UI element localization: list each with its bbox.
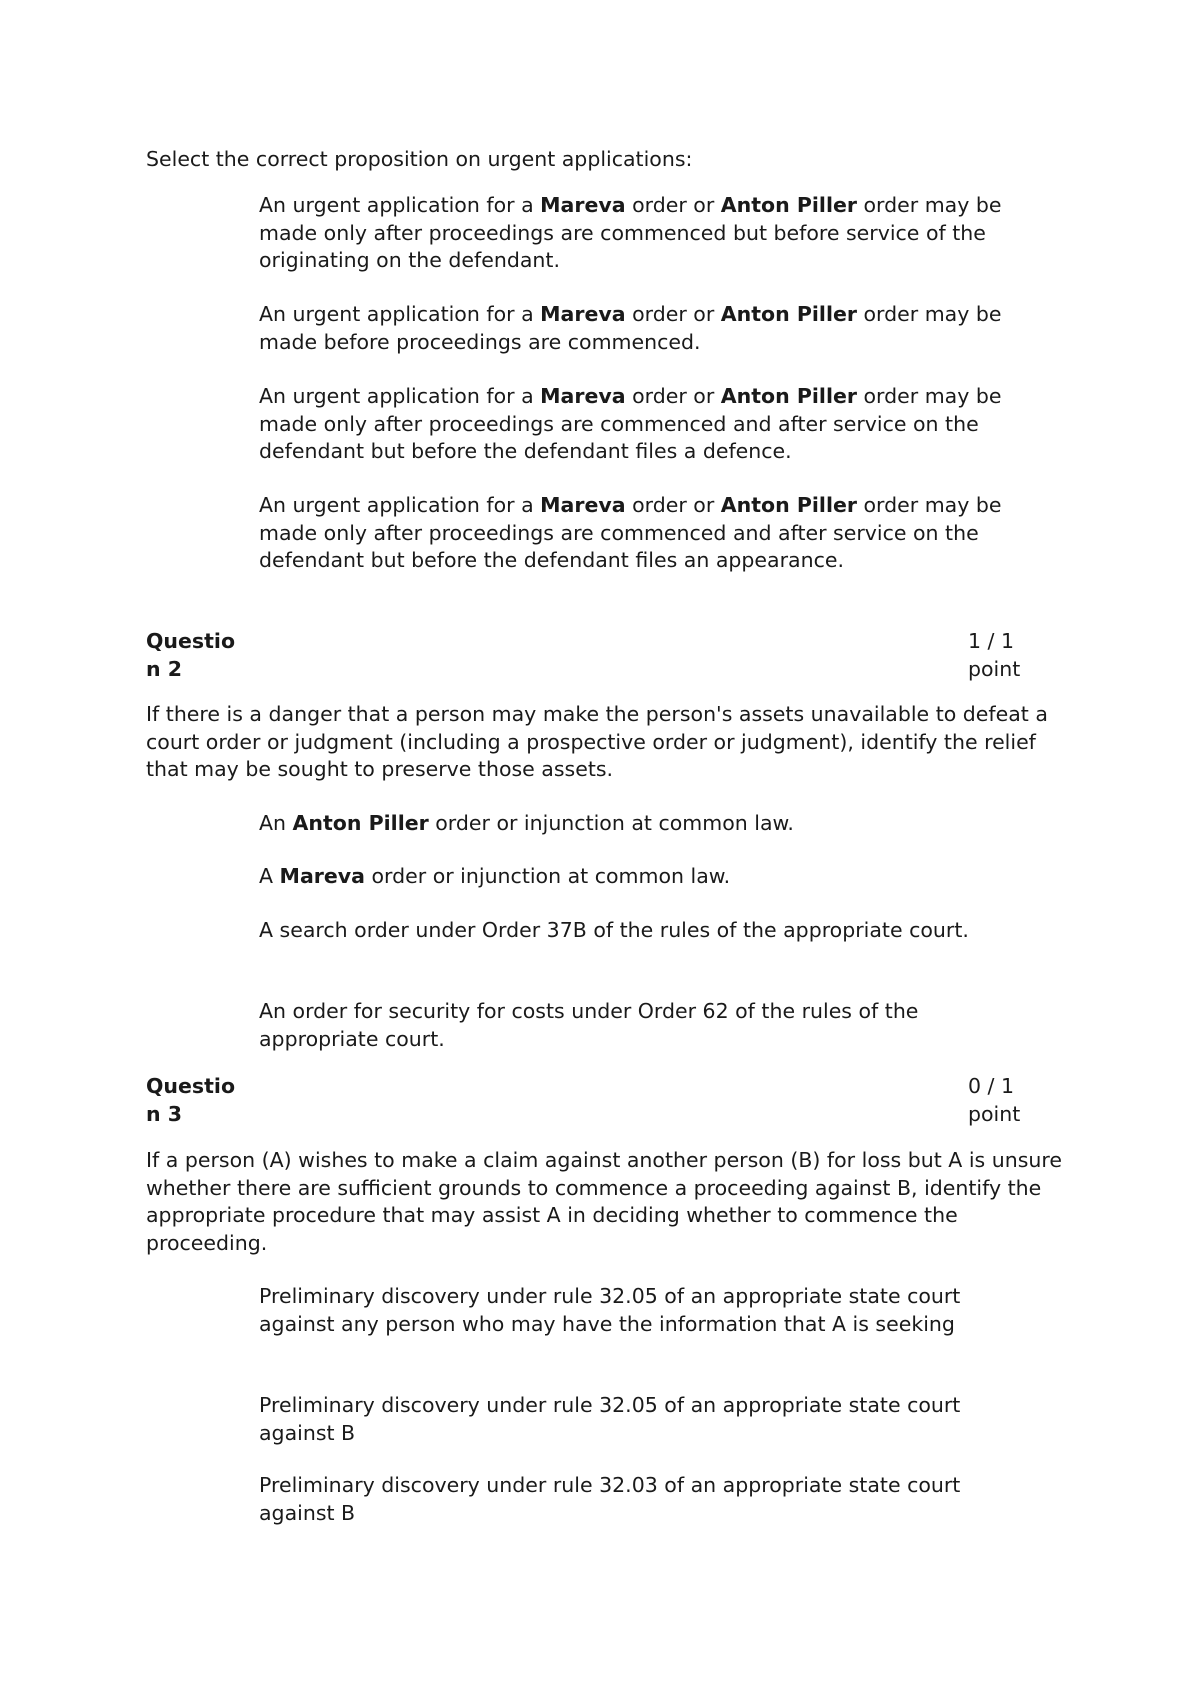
q3-score-value: 0 / 1 — [968, 1074, 1015, 1098]
option-bold-mareva: Mareva — [279, 864, 365, 888]
option-bold-anton-piller: Anton Piller — [292, 811, 429, 835]
option-text: order may be made only after proceedings are commenced but before service of the originating on the defendant. — [259, 193, 1002, 272]
q3-score — [968, 1073, 1058, 1128]
option-text: order or injunction at common law. — [365, 864, 731, 888]
q1-option-4[interactable] — [259, 492, 1039, 575]
q2-score-unit: point — [968, 656, 1021, 681]
option-bold-mareva: Mareva — [540, 493, 626, 517]
q3-label-line1: Questio — [146, 1074, 236, 1098]
q3-option-1[interactable]: Preliminary discovery under rule 32.05 of an appropriate state court against any person who may have the information that A is seeking — [259, 1284, 961, 1336]
q3-label — [146, 1073, 246, 1128]
q1-stem: Select the correct proposition on urgent applications: — [146, 147, 693, 171]
option-text: An urgent application for a — [259, 302, 541, 326]
option-text: An urgent application for a — [259, 493, 541, 517]
option-text: An — [259, 811, 293, 835]
option-text: order or — [625, 384, 721, 408]
option-text: order or — [625, 493, 721, 517]
q3-option-2[interactable]: Preliminary discovery under rule 32.05 of an appropriate state court against B — [259, 1393, 961, 1445]
q2-score — [968, 628, 1058, 683]
option-text: order may be made before proceedings are commenced. — [259, 302, 1002, 354]
q2-option-3[interactable]: A search order under Order 37B of the rules of the appropriate court. — [259, 918, 969, 942]
q3-score-unit: point — [968, 1101, 1021, 1126]
q2-option-2[interactable] — [259, 863, 1039, 891]
option-text: An urgent application for a — [259, 193, 541, 217]
q2-label-line2: n 2 — [146, 656, 182, 681]
option-bold-anton-piller: Anton Piller — [720, 193, 857, 217]
q2-label-line1: Questio — [146, 629, 236, 653]
q1-option-3[interactable] — [259, 383, 1039, 466]
q3-option-3[interactable]: Preliminary discovery under rule 32.03 of an appropriate state court against B — [259, 1473, 961, 1525]
q2-option-1[interactable] — [259, 810, 1039, 838]
option-bold-mareva: Mareva — [540, 384, 626, 408]
option-text: A — [259, 864, 280, 888]
q3-label-line2: n 3 — [146, 1101, 182, 1126]
option-bold-anton-piller: Anton Piller — [720, 493, 857, 517]
q1-option-1[interactable] — [259, 192, 1039, 275]
q3-stem: If a person (A) wishes to make a claim against another person (B) for loss but A is unsure whether there are sufficient grounds to commence a proceeding against B, identify the appropriate procedure that may assist A in deciding whether to commence the proceeding. — [146, 1148, 1062, 1255]
q2-score-value: 1 / 1 — [968, 629, 1015, 653]
option-text: order may be made only after proceedings are commenced and after service on the defendant but before the defendant files a defence. — [259, 384, 1002, 463]
option-bold-mareva: Mareva — [540, 193, 626, 217]
option-text: order may be made only after proceedings are commenced and after service on the defendant but before the defendant files an appearance. — [259, 493, 1002, 572]
q2-label — [146, 628, 246, 683]
q1-option-2[interactable] — [259, 301, 1039, 356]
option-text: order or injunction at common law. — [428, 811, 794, 835]
option-text: order or — [625, 193, 721, 217]
option-bold-anton-piller: Anton Piller — [720, 384, 857, 408]
option-text: An urgent application for a — [259, 384, 541, 408]
option-bold-mareva: Mareva — [540, 302, 626, 326]
option-bold-anton-piller: Anton Piller — [720, 302, 857, 326]
q2-stem: If there is a danger that a person may make the person's assets unavailable to defeat a court order or judgment (including a prospective order or judgment), identify the relief that may be sought to preserve those assets. — [146, 702, 1048, 781]
option-text: order or — [625, 302, 721, 326]
q2-option-4[interactable]: An order for security for costs under Order 62 of the rules of the appropriate court. — [259, 999, 919, 1051]
